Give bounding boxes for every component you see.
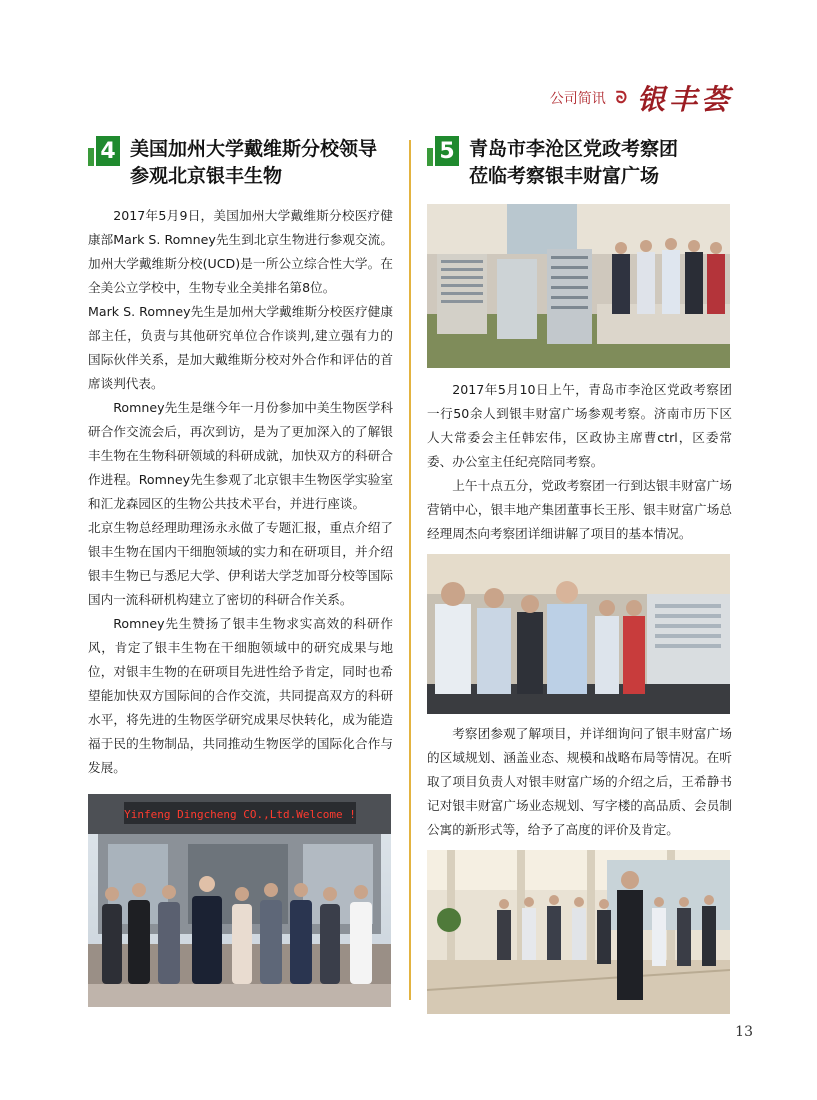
paragraph: 北京生物总经理助理汤永永做了专题汇报，重点介绍了银丰生物在国内干细胞领域的实力和在研项目，并介绍银丰生物已与悉尼大学、伊利诺大学芝加哥分校等国际国内一流科研机构建立了密切的科研合作关系。 <box>88 520 393 607</box>
paragraph: Romney先生是继今年一月份参加中美生物医学科研合作交流会后，再次到访，是为了更加深入的了解银丰生物在生物科研领域的科研成就，加快双方的科研合作进程。Romney先生参观了北京银丰生物医学实验室和汇龙森园区的生物公共技术平台，并进行座谈。 <box>88 400 393 511</box>
title-line-2: 莅临考察银丰财富广场 <box>469 165 660 187</box>
article-5-title <box>427 136 732 190</box>
article-number: 5 <box>435 136 459 166</box>
number-badge <box>427 136 459 166</box>
paragraph: 考察团参观了解项目，并详细询问了银丰财富广场的区域规划、涵盖业态、规模和战略布局等情况。在听取了项目负责人对银丰财富广场的介绍之后，王希静书记对银丰财富广场业态规划、写字楼的高品质、会员制公寓的新形式等，给予了高度的评价及肯定。 <box>427 726 732 837</box>
paragraph: Mark S. Romney先生是加州大学戴维斯分校医疗健康部主任，负责与其他研究单位合作谈判,建立强有力的国际伙伴关系，是加大戴维斯分校对外合作和评估的首席谈判代表。 <box>88 304 393 391</box>
article-number: 4 <box>96 136 120 166</box>
swirl-icon: ᘐ <box>615 88 627 107</box>
title-line-1: 美国加州大学戴维斯分校领导 <box>130 138 378 160</box>
paragraph: Romney先生赞扬了银丰生物求实高效的科研作风，肯定了银丰生物在干细胞领域中的研究成果与地位，对银丰生物的在研项目先进性给予肯定，同时也希望能加快双方国际间的合作交流，共同提高双方的科研水平，将先进的生物医学研究成果尽快转化，成为能造福于民的生物制品，共同推动生物医学的国际化合作与发展。 <box>88 616 393 775</box>
column-divider <box>409 140 411 1000</box>
model-photo <box>427 204 730 368</box>
number-badge <box>88 136 120 166</box>
article-4-title <box>88 136 393 190</box>
section-label: 公司简讯 <box>549 91 606 107</box>
title-line-1: 青岛市李沧区党政考察团 <box>469 138 679 160</box>
page-number: 13 <box>735 1024 753 1040</box>
led-sign: Yinfeng Dingcheng CO.,Ltd.Welcome ! <box>124 808 356 821</box>
group-photo <box>88 794 391 1007</box>
article-5 <box>427 136 732 1014</box>
title-line-2: 参观北京银丰生物 <box>130 165 283 187</box>
page-header <box>550 78 733 118</box>
article-4 <box>88 136 393 1007</box>
briefing-photo <box>427 554 730 714</box>
hall-photo <box>427 850 730 1014</box>
paragraph: 2017年5月10日上午，青岛市李沧区党政考察团一行50余人到银丰财富广场参观考察。济南市历下区人大常委会主任韩宏伟，区政协主席曹ctrl，区委常委、办公室主任纪亮陪同考察。 <box>427 382 732 469</box>
brand-logo: 银丰荟 <box>636 83 733 116</box>
paragraph: 2017年5月9日，美国加州大学戴维斯分校医疗健康部Mark S. Romney先生到北京生物进行参观交流。加州大学戴维斯分校(UCD)是一所公立综合性大学。在全美公立学校中，生物专业全美排名第8位。 <box>88 208 393 295</box>
paragraph: 上午十点五分，党政考察团一行到达银丰财富广场营销中心，银丰地产集团董事长王彤、银丰财富广场总经理周杰向考察团详细讲解了项目的基本情况。 <box>427 478 732 541</box>
